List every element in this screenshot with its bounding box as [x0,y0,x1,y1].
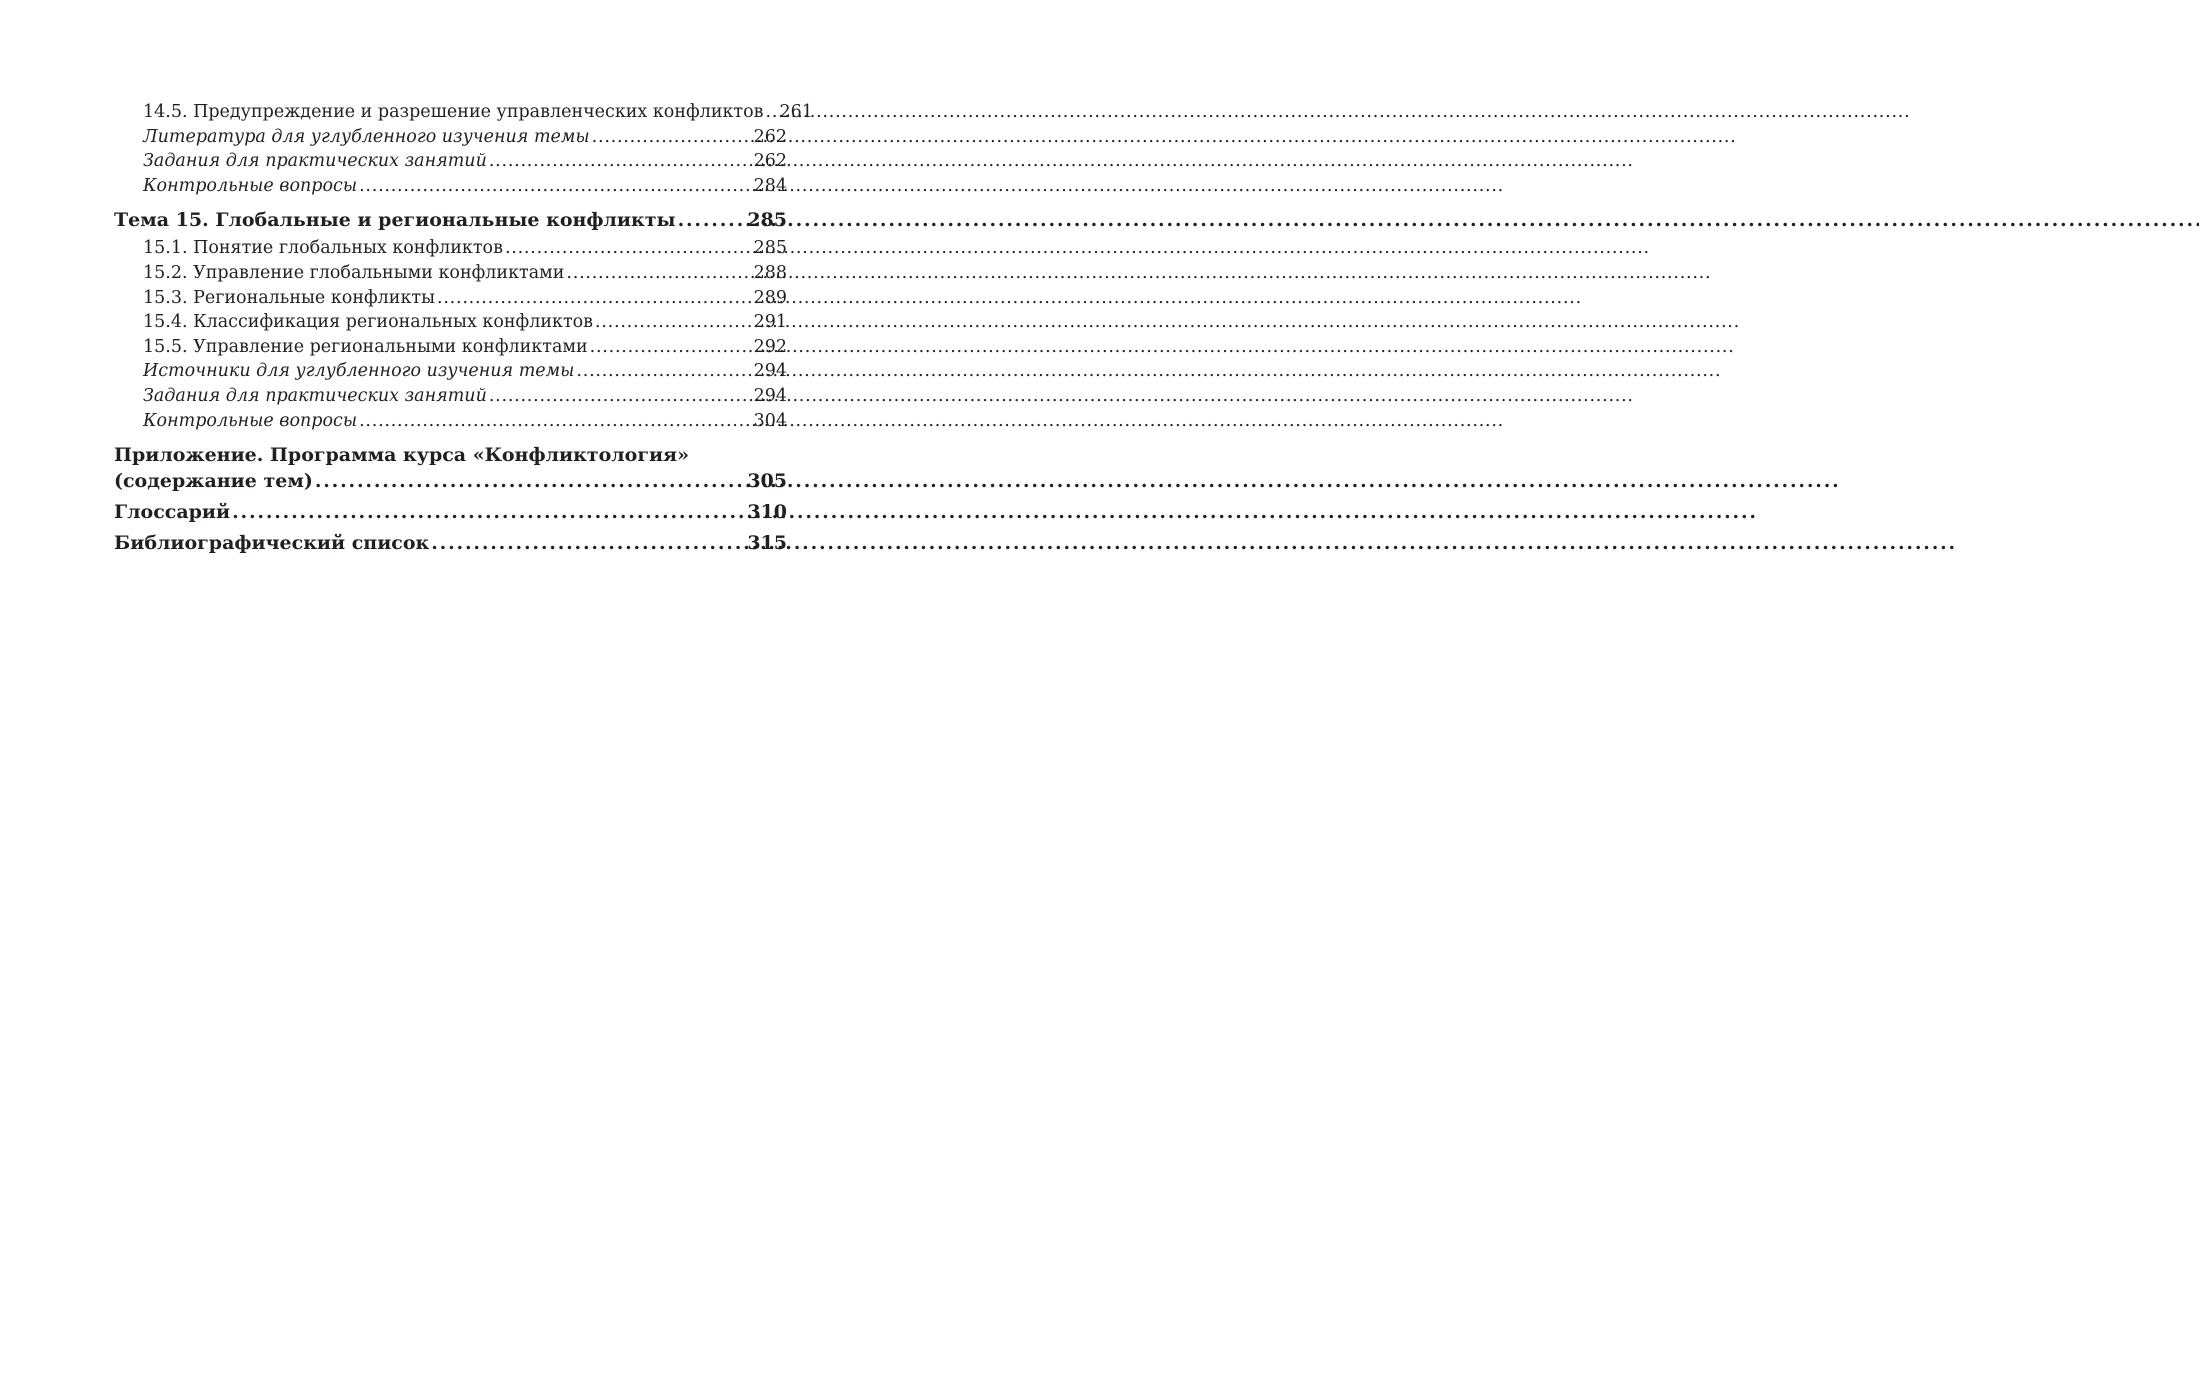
dot-leader [359,409,752,434]
toc-entry-questions-14[interactable] [114,174,787,199]
toc-entry-literature-14[interactable] [114,125,787,150]
dot-leader [592,125,752,150]
toc-entry-page: 262 [753,151,787,172]
toc-topic-15[interactable] [114,207,787,233]
dot-leader [359,174,752,199]
toc-entry-page: 261 [779,102,813,122]
toc-glossary-title: Глоссарий [114,501,231,524]
toc-topic-page: 285 [747,209,787,232]
toc-entry-page: 292 [753,336,787,357]
toc-bibliography-page: 315 [747,532,787,555]
toc-entry-page: 285 [753,238,787,259]
toc-entry-page: 291 [753,312,787,333]
toc-entry-title: Литература для углубленного изучения темы [143,126,590,147]
toc-entry-title: 15.5. Управление региональными конфликтами [143,336,588,357]
toc-entry-page: 294 [753,385,787,406]
dot-leader [315,468,746,494]
dot-leader [431,530,745,556]
toc-glossary-page: 310 [747,501,787,524]
toc-entry-page: 304 [753,410,787,431]
toc-bibliography[interactable] [114,530,787,556]
toc-appendix-title-line1: Приложение. Программа курса «Конфликтология» [114,444,689,467]
toc-entry-title: 15.2. Управление глобальными конфликтами [143,262,565,283]
toc-entry-title: Задания для практических занятий [143,151,487,172]
dot-leader [595,310,752,335]
dot-leader [489,384,752,409]
toc-appendix-page: 305 [747,470,787,493]
toc-entry-title: Контрольные вопросы [143,175,358,196]
toc-appendix-title-line2: (содержание тем) [114,470,313,493]
toc-entry-title: Источники для углубленного изучения темы [143,361,575,382]
dot-leader [678,207,746,233]
toc-entry-15-5[interactable] [114,335,787,360]
toc-entry-title: Задания для практических занятий [143,385,487,406]
toc-glossary[interactable] [114,499,787,525]
toc-entry-title: 15.1. Понятие глобальных конфликтов [143,238,503,259]
toc-entry-page: 288 [753,262,787,283]
dot-leader [566,261,751,286]
dot-leader [766,100,778,125]
toc-entry-15-3[interactable] [114,286,787,311]
toc-entry-15-4[interactable] [114,310,787,335]
dot-leader [489,149,752,174]
toc-bibliography-title: Библиографический список [114,532,430,555]
toc-entry-title: 14.5. Предупреждение и разрешение управленческих конфликтов [143,102,764,122]
toc-entry-tasks-15[interactable] [114,384,787,409]
toc-entry-15-2[interactable] [114,261,787,286]
toc-entry-page: 262 [753,126,787,147]
toc-entry-questions-15[interactable] [114,409,787,434]
table-of-contents [114,100,813,556]
toc-entry-title: 15.4. Классификация региональных конфликтов [143,312,594,333]
toc-entry-page: 284 [753,175,787,196]
toc-entry-page: 294 [753,361,787,382]
toc-entry-sources-15[interactable] [114,359,787,384]
dot-leader [590,335,752,360]
toc-entry-15-1[interactable] [114,236,787,261]
toc-entry-tasks-14[interactable] [114,149,787,174]
toc-appendix[interactable] [114,442,787,494]
dot-leader [232,499,745,525]
dot-leader [505,236,752,261]
dot-leader [437,286,752,311]
toc-topic-title: Тема 15. Глобальные и региональные конфликты [114,209,676,232]
toc-entry-14-5[interactable] [114,100,813,125]
toc-entry-page: 289 [753,287,787,308]
toc-entry-title: Контрольные вопросы [143,410,358,431]
toc-entry-title: 15.3. Региональные конфликты [143,287,436,308]
dot-leader [576,359,751,384]
